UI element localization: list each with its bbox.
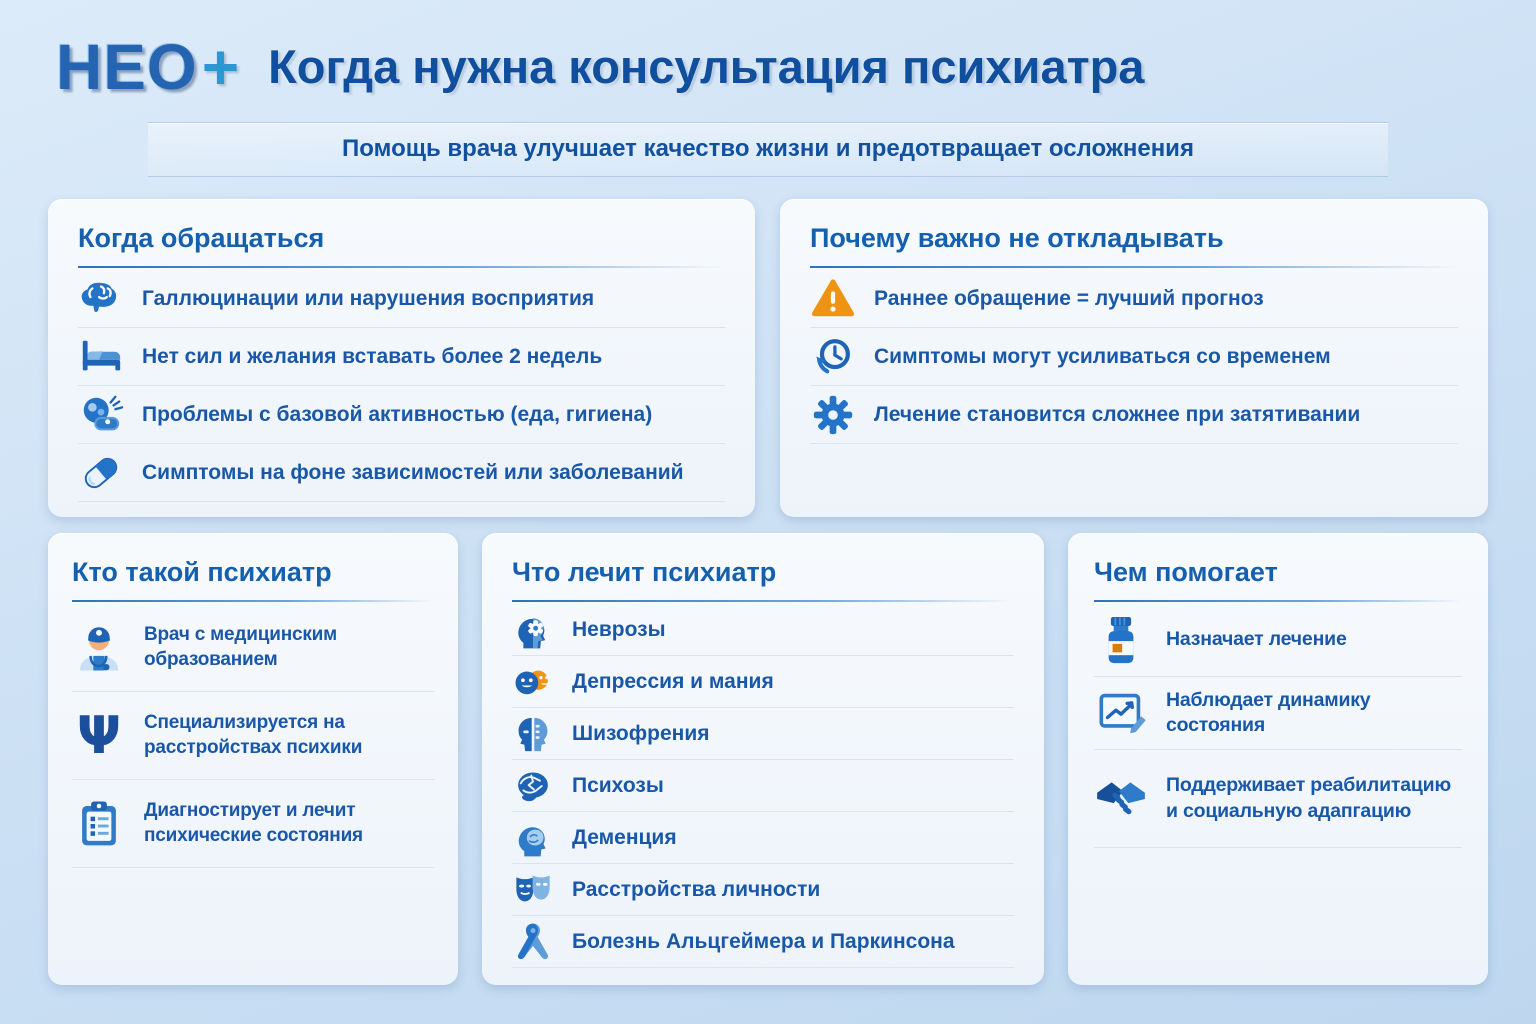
- list-item: [512, 604, 1014, 656]
- row-top: [48, 199, 1488, 517]
- psi-icon: Ψ: [76, 705, 122, 766]
- list-item: [1094, 604, 1462, 677]
- list-item: [810, 328, 1458, 386]
- doctor-icon: [72, 621, 126, 675]
- list-item: [512, 760, 1014, 812]
- head-gear-icon: [512, 609, 554, 651]
- cards-grid: [0, 177, 1536, 985]
- brain-icon: [78, 276, 124, 322]
- subtitle-band: [148, 122, 1388, 177]
- title-rule: [512, 600, 1014, 602]
- title-rule: [78, 266, 725, 268]
- item-label: Галлюцинации или нарушения восприятия: [142, 286, 595, 310]
- item-label: Неврозы: [572, 617, 666, 641]
- list-item: [512, 916, 1014, 968]
- title-rule: [1094, 600, 1462, 602]
- page-title: Когда нужна консультация психиатра: [268, 40, 1145, 94]
- card-who-is-psychiatrist: [48, 533, 458, 985]
- chart-icon: [1094, 686, 1148, 740]
- list-item: [78, 386, 725, 444]
- item-label: Наблюдает динамику состояния: [1166, 688, 1371, 736]
- item-label: Поддерживает реабилитацию и социальную адапгацию: [1166, 774, 1451, 822]
- brain-crack-icon: [512, 765, 554, 807]
- item-label: Расстройства личности: [572, 877, 821, 901]
- gear-icon: [810, 392, 856, 438]
- item-label: Деменция: [572, 825, 677, 849]
- list-item: [512, 864, 1014, 916]
- item-label: Врач с медицинским образованием: [144, 623, 337, 670]
- list-item: [72, 692, 434, 780]
- handshake-icon: [1094, 772, 1148, 826]
- card-why-not-delay: [780, 199, 1488, 517]
- ribbon-icon: [512, 921, 554, 963]
- list-item: [72, 604, 434, 692]
- card-title: Что лечит психиатр: [512, 557, 777, 587]
- pill-icon: [78, 450, 124, 496]
- list-item: [78, 270, 725, 328]
- card-title: Кто такой психиатр: [72, 557, 332, 587]
- item-label: Шизофрения: [572, 721, 710, 745]
- item-label: Раннее обращение = лучший прогноз: [874, 286, 1264, 310]
- bed-icon: [78, 334, 124, 380]
- item-label: Симптомы на фоне зависимостей или заболеваний: [142, 460, 684, 484]
- card-what-psychiatrist-treats: [482, 533, 1044, 985]
- list-item: [810, 386, 1458, 444]
- meal-icon: [78, 392, 124, 438]
- item-label: Назначает лечение: [1166, 628, 1347, 651]
- logo-text: НЕО: [56, 31, 198, 103]
- card-when-to-seek-help: [48, 199, 755, 517]
- list-item: [512, 708, 1014, 760]
- clock-icon: [810, 334, 856, 380]
- head-brain-icon: [512, 817, 554, 859]
- split-head-icon: [512, 713, 554, 755]
- warning-icon: [810, 276, 856, 322]
- clipboard-icon: [72, 797, 126, 851]
- row-bottom: [48, 533, 1488, 985]
- card-title: Когда обращаться: [78, 223, 325, 253]
- item-label: Депрессия и мания: [572, 669, 774, 693]
- card-how-helps: [1068, 533, 1488, 985]
- list-item: [78, 444, 725, 502]
- subtitle: Помощь врача улучшает качество жизни и предотвращает осложнения: [342, 135, 1194, 162]
- logo: [56, 31, 241, 103]
- faces-icon: [512, 661, 554, 703]
- masks-icon: [512, 869, 554, 911]
- item-label: Болезнь Альцгеймера и Паркинсона: [572, 929, 955, 953]
- list-item: [78, 328, 725, 386]
- item-label: Диагностирует и лечит психические состояния: [144, 799, 363, 846]
- header: [0, 0, 1536, 104]
- list-item: [512, 812, 1014, 864]
- title-rule: [72, 600, 434, 602]
- item-label: Специализируется на расстройствах психики: [144, 711, 363, 758]
- list-item: [1094, 677, 1462, 750]
- medicine-bottle-icon: [1094, 613, 1148, 667]
- list-item: [512, 656, 1014, 708]
- title-rule: [810, 266, 1458, 268]
- card-title: Почему важно не откладывать: [810, 223, 1224, 253]
- item-label: Симптомы могут усиливаться со временем: [874, 344, 1331, 368]
- list-item: [1094, 750, 1462, 848]
- plus-icon: +: [201, 31, 241, 103]
- item-label: Психозы: [572, 773, 664, 797]
- item-label: Проблемы с базовой активностью (еда, гигиена): [142, 402, 653, 426]
- list-item: [72, 780, 434, 868]
- card-title: Чем помогает: [1094, 557, 1278, 587]
- item-label: Лечение становится сложнее при затятивании: [874, 402, 1361, 426]
- item-label: Нет сил и желания вставать более 2 недель: [142, 344, 603, 368]
- list-item: [810, 270, 1458, 328]
